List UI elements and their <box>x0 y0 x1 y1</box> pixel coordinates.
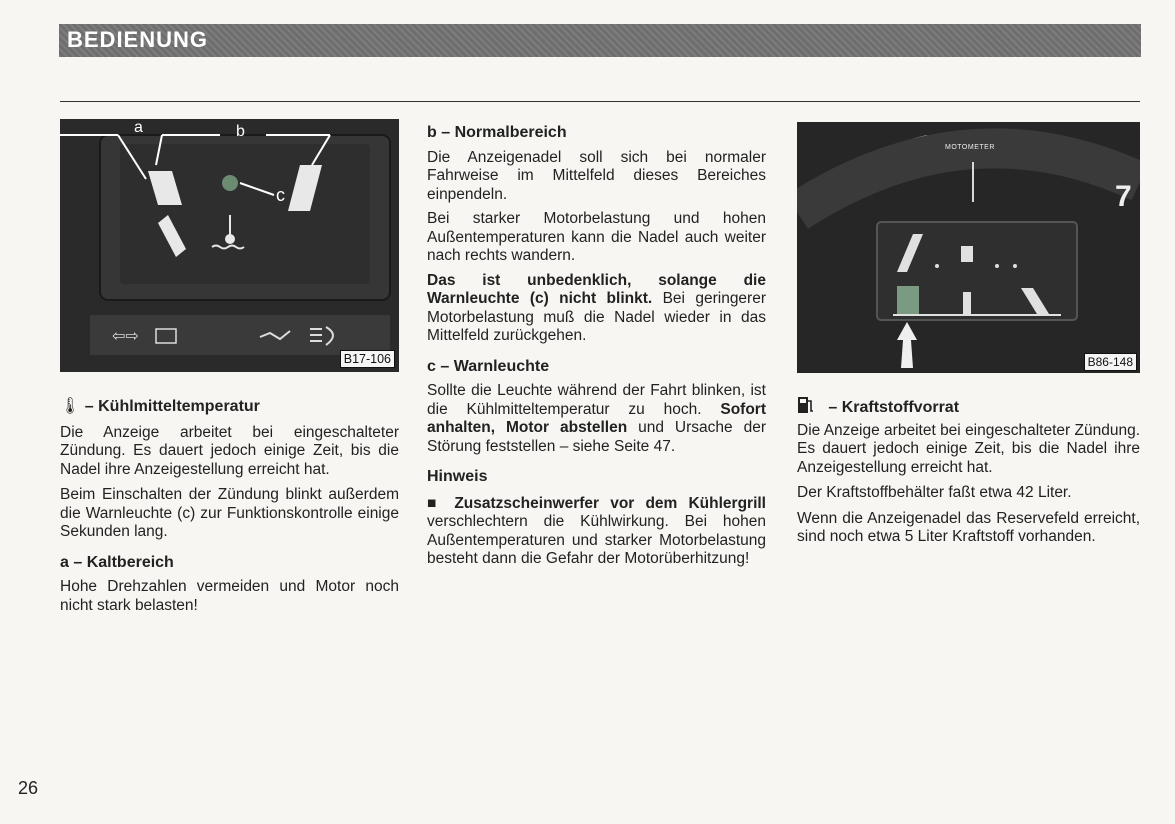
brand-label: MOTOMETER <box>945 144 995 151</box>
section-title: BEDIENUNG <box>67 27 209 52</box>
coolant-gauge-figure <box>60 119 399 372</box>
normalbereich-text-2: Bei starker Motorbelastung und hohen Außentemperaturen kann die Nadel auch weiter nach rechts wandern. <box>427 210 766 264</box>
normalbereich-bold: Das ist unbedenklich, solange die Warnleuchte (c) nicht blinkt. <box>427 271 766 307</box>
warnleuchte-bold: Sofort anhalten, Motor abstellen <box>427 400 766 436</box>
hinweis-text: verschlechtern die Kühlwirkung. Bei hohen Außentemperaturen und starker Motorbelastung besteht dann die Gefahr der Motorüberhitzung! <box>427 513 766 567</box>
svg-text:⇦⇨: ⇦⇨ <box>112 326 139 345</box>
section-header-bar <box>59 24 1141 57</box>
normalbereich-heading: b – Normalbereich <box>427 124 567 141</box>
hinweis-heading: Hinweis <box>427 468 488 485</box>
column-normal <box>427 124 766 569</box>
column-coolant <box>60 398 399 615</box>
thermometer-icon: 🌡 <box>60 398 85 415</box>
fuel-para-3: Wenn die Anzeigenadel das Reservefeld erreicht, sind noch etwa 5 Liter Kraftstoff vorhanden. <box>797 509 1140 545</box>
column-fuel <box>797 395 1140 547</box>
kaltbereich-text: Hohe Drehzahlen vermeiden und Motor noch nicht stark belasten! <box>60 578 399 614</box>
coolant-heading: – Kühlmitteltemperatur <box>84 398 260 415</box>
warnleuchte-heading: c – Warnleuchte <box>427 357 550 375</box>
fuel-heading: – Kraftstoffvorrat <box>828 399 960 416</box>
warnleuchte-text-1: Sollte die Leuchte während der Fahrt blinken, ist die Kühlmitteltemperatur zu hoch. <box>427 382 766 418</box>
fuel-gauge-figure <box>797 122 1140 373</box>
page-number: 26 <box>18 778 39 798</box>
fuel-gauge-illustration <box>797 122 1140 373</box>
normalbereich-text-3-block <box>427 272 766 346</box>
fuel-para-1: Die Anzeige arbeitet bei eingeschalteter Zündung. Es dauert jedoch einige Zeit, bis die Nadel ihre Anzeigestellung erreicht hat. <box>797 421 1140 476</box>
warnleuchte-block <box>427 382 766 456</box>
coolant-gauge-illustration <box>60 119 399 372</box>
label-b: b <box>236 123 245 140</box>
warnleuchte-text-2: und Ursache der Störung feststellen – siehe Seite 47. <box>427 419 766 455</box>
hinweis-block <box>427 495 766 569</box>
fuel-pump-icon <box>797 395 815 415</box>
hinweis-bold: ■ Zusatzscheinwerfer vor dem Kühlergrill <box>427 494 766 512</box>
coolant-para-2: Beim Einschalten der Zündung blinkt außerdem die Warnleuchte (c) zur Funktionskontrolle einige Sekunden lang. <box>60 486 399 540</box>
divider-rule <box>60 101 1140 102</box>
normalbereich-text-1: Die Anzeigenadel soll sich bei normaler Fahrweise im Mittelfeld dieses Bereiches einpendeln. <box>427 148 766 203</box>
normalbereich-text-3: Bei geringerer Motorbelastung muß die Nadel wieder in das Mittelfeld zurückgehen. <box>427 290 766 344</box>
kaltbereich-heading: a – Kaltbereich <box>60 553 174 571</box>
label-a: a <box>134 119 143 136</box>
figure-id: B17-106 <box>340 350 395 368</box>
label-c: c <box>276 185 285 205</box>
coolant-para-1: Die Anzeige arbeitet bei eingeschalteter Zündung. Es dauert jedoch einige Zeit, bis die Nadel ihre Anzeigestellung erreicht hat. <box>60 423 399 478</box>
dial-number: 7 <box>1115 180 1132 213</box>
fuel-para-2: Der Kraftstoffbehälter faßt etwa 42 Liter. <box>797 484 1072 501</box>
figure-id: B86-148 <box>1084 353 1137 371</box>
